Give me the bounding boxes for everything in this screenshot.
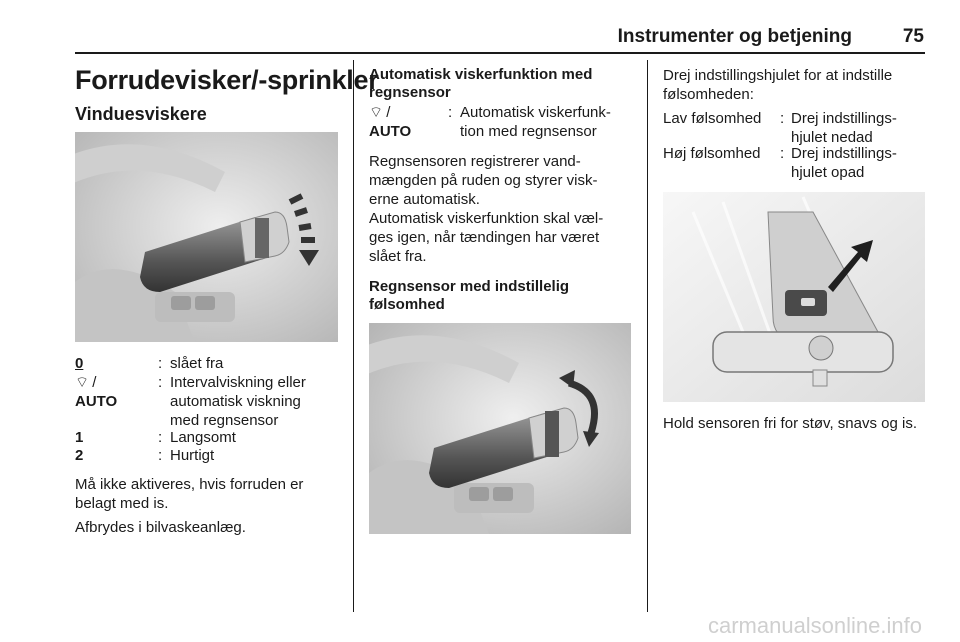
column-divider	[353, 60, 354, 612]
colon: :	[158, 355, 163, 372]
section-heading: Automatisk viskerfunktion med regnsensor	[369, 66, 593, 101]
definition-value: Intervalviskning eller	[170, 374, 306, 391]
definition-row	[75, 429, 340, 449]
colon: :	[780, 110, 785, 127]
definition-value: hjulet nedad	[791, 129, 873, 146]
definition-key: AUTO	[75, 393, 118, 410]
definition-row	[369, 104, 639, 144]
section-heading: Regnsensor med indstillelig følsomhed	[369, 278, 570, 313]
sensitivity-wheel-figure	[369, 323, 631, 534]
definition-key: ⌔ /	[369, 104, 391, 121]
wiper-sensor-icon: ⌔	[75, 374, 89, 391]
rain-sensor-figure	[663, 192, 925, 402]
watermark-logo: carmanualsonline.info	[707, 613, 922, 638]
paragraph: Drej indstillingshjulet for at indstille følsomheden:	[663, 67, 893, 103]
paragraph: Hold sensoren fri for støv, snavs og is.	[663, 415, 917, 432]
definition-row	[75, 374, 340, 432]
paragraph: Automatisk viskerfunktion skal væl- ges igen, når tændingen har været slået fra.	[369, 210, 604, 265]
definition-value: Drej indstillings-	[791, 145, 897, 162]
definition-key: ⌔ /	[75, 374, 97, 391]
colon: :	[158, 429, 163, 446]
definition-row	[75, 355, 340, 375]
header-rule	[75, 52, 925, 54]
column-divider	[647, 60, 648, 612]
colon: :	[448, 104, 453, 121]
definition-row	[663, 110, 923, 150]
page-header-title: Instrumenter og betjening	[617, 26, 852, 47]
paragraph: Må ikke aktiveres, hvis forruden er belagt med is.	[75, 476, 304, 512]
definition-value: Hurtigt	[170, 447, 215, 464]
definition-key: 2	[75, 447, 84, 464]
colon: :	[158, 447, 163, 464]
colon: :	[158, 374, 163, 391]
section-subtitle: Vinduesviskere	[75, 104, 207, 124]
wiper-lever-figure	[75, 132, 338, 342]
definition-row	[663, 145, 923, 185]
wiper-sensor-icon: ⌔	[369, 104, 383, 121]
definition-value: automatisk viskning	[170, 393, 301, 410]
definition-value: slået fra	[170, 355, 224, 372]
definition-value: Langsomt	[170, 429, 236, 446]
definition-value: Drej indstillings-	[791, 110, 897, 127]
page-number: 75	[902, 26, 924, 47]
paragraph: Regnsensoren registrerer vand- mængden på ruden og styrer visk- erne automatisk.	[369, 153, 598, 208]
definition-value: hjulet opad	[791, 164, 865, 181]
definition-value: med regnsensor	[170, 412, 279, 429]
paragraph: Afbrydes i bilvaskeanlæg.	[75, 519, 246, 536]
definition-value: Automatisk viskerfunk-	[460, 104, 611, 121]
definition-row	[75, 447, 340, 467]
definition-key: 1	[75, 429, 84, 446]
definition-value: tion med regnsensor	[460, 123, 597, 140]
section-title: Forrudevisker/-sprinkler	[75, 65, 379, 95]
definition-key: Lav følsomhed	[663, 110, 762, 127]
definition-key: AUTO	[369, 123, 412, 140]
definition-key: Høj følsomhed	[663, 145, 761, 162]
colon: :	[780, 145, 785, 162]
definition-key: 0	[75, 355, 84, 372]
